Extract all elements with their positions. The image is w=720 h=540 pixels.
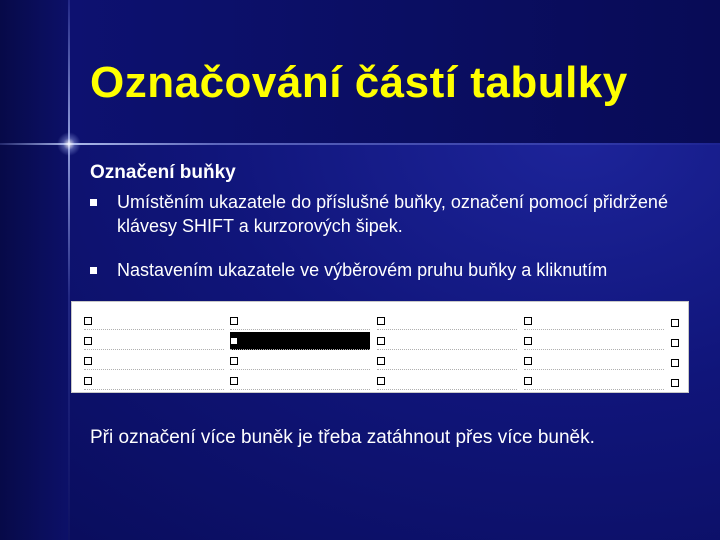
slide-title: Označování částí tabulky [90,58,628,107]
cell-selection-marker-icon [524,377,532,385]
decorative-vertical-line [68,0,70,540]
table-cell [377,352,517,370]
row-end-marker-icon [671,359,679,367]
cell-selection-marker-icon [230,377,238,385]
row-end-marker-icon [671,339,679,347]
bullet-item [90,190,690,238]
cell-selection-marker-icon [524,357,532,365]
cell-selection-marker-icon [230,357,238,365]
cell-selection-marker-icon [230,317,238,325]
sparkle-icon [57,132,81,156]
square-bullet-icon [90,267,97,274]
cell-selection-marker-icon [377,357,385,365]
cell-selection-marker-icon [524,317,532,325]
cell-selection-marker-icon [377,337,385,345]
decorative-horizontal-line [0,143,720,145]
table-cell [524,372,664,390]
table-cell [524,312,664,330]
cell-selection-marker-icon [84,357,92,365]
selected-table-cell [230,332,370,350]
table-cell [377,312,517,330]
table-cell [84,352,224,370]
table-cell [377,332,517,350]
bullet-text: Nastavením ukazatele ve výběrovém pruhu buňky a kliknutím [117,260,608,280]
table-cell [230,312,370,330]
row-end-marker-icon [671,379,679,387]
square-bullet-icon [90,199,97,206]
cell-selection-marker-icon [524,337,532,345]
row-end-marker-icon [671,319,679,327]
cell-selection-marker-icon [230,337,238,345]
table-cell [377,372,517,390]
cell-selection-marker-icon [377,377,385,385]
left-band [0,0,68,540]
slide-footer-text: Při označení více buněk je třeba zatáhnout přes více buněk. [90,427,595,448]
table-cell [84,372,224,390]
cell-selection-marker-icon [84,337,92,345]
table-selection-illustration [71,301,689,393]
table-cell [524,352,664,370]
bullet-text: Umístěním ukazatele do příslušné buňky, označení pomocí přidržené klávesy SHIFT a kurzorových šipek. [117,192,668,236]
table-cell [230,352,370,370]
cell-selection-marker-icon [377,317,385,325]
table-cell [84,312,224,330]
table-cell [524,332,664,350]
slide-subtitle: Označení buňky [90,162,236,183]
cell-selection-marker-icon [84,377,92,385]
table-cell [230,372,370,390]
bullet-item [90,258,690,282]
table-cell [84,332,224,350]
cell-selection-marker-icon [84,317,92,325]
